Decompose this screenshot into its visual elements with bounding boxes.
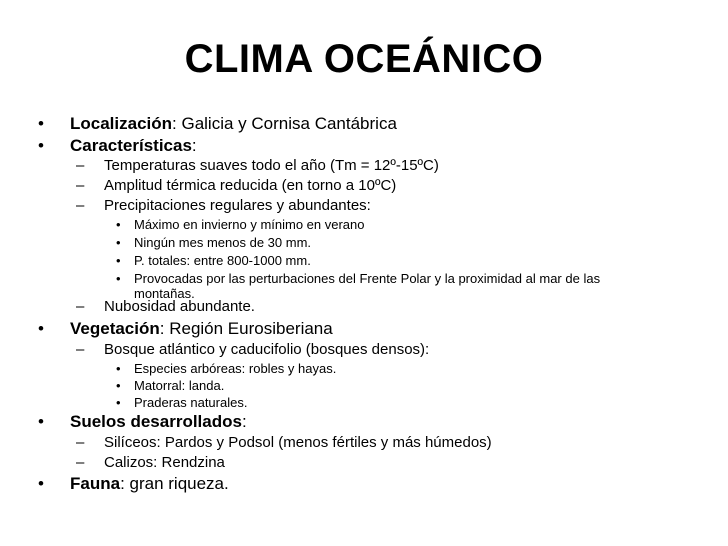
list-item-localizacion bbox=[70, 114, 397, 134]
bullet-level3: • bbox=[116, 253, 121, 268]
list-item-nubosidad: Nubosidad abundante. bbox=[104, 298, 255, 315]
list-item-temperaturas: Temperaturas suaves todo el año (Tm = 12º-15ºC) bbox=[104, 157, 439, 174]
dash-level2: – bbox=[76, 454, 85, 471]
list-item-vegetacion bbox=[70, 319, 333, 339]
item-text: : bbox=[241, 412, 247, 431]
item-text: : Región Eurosiberiana bbox=[159, 319, 333, 338]
item-label: Fauna bbox=[70, 474, 121, 493]
list-item-especies: Especies arbóreas: robles y hayas. bbox=[134, 361, 337, 376]
list-item-fauna bbox=[70, 474, 229, 494]
bullet-level3: • bbox=[116, 378, 121, 393]
bullet-level1: • bbox=[38, 319, 44, 338]
bullet-level1: • bbox=[38, 114, 44, 133]
list-item-praderas: Praderas naturales. bbox=[134, 395, 248, 410]
list-item-calizos: Calizos: Rendzina bbox=[104, 454, 225, 471]
list-item-maximo: Máximo en invierno y mínimo en verano bbox=[134, 217, 365, 232]
item-label: Suelos desarrollados bbox=[70, 412, 242, 431]
list-item-p-totales: P. totales: entre 800-1000 mm. bbox=[134, 253, 311, 268]
list-item-siliceos: Silíceos: Pardos y Podsol (menos fértiles y más húmedos) bbox=[104, 434, 492, 451]
bullet-level3: • bbox=[116, 395, 121, 410]
item-label: Localización bbox=[70, 114, 173, 133]
dash-level2: – bbox=[76, 434, 85, 451]
list-item-precipitaciones: Precipitaciones regulares y abundantes: bbox=[104, 197, 371, 214]
bullet-level3: • bbox=[116, 271, 121, 286]
list-item-suelos bbox=[70, 412, 247, 432]
item-label: Vegetación bbox=[70, 319, 160, 338]
item-label: Características bbox=[70, 136, 192, 155]
bullet-level3: • bbox=[116, 235, 121, 250]
list-item-matorral: Matorral: landa. bbox=[134, 378, 225, 393]
list-item-caracteristicas bbox=[70, 136, 197, 156]
bullet-level1: • bbox=[38, 474, 44, 493]
dash-level2: – bbox=[76, 197, 85, 214]
item-text: : gran riqueza. bbox=[120, 474, 229, 493]
list-item-amplitud: Amplitud térmica reducida (en torno a 10ºC) bbox=[104, 177, 397, 194]
dash-level2: – bbox=[76, 177, 85, 194]
slide-title: CLIMA OCEÁNICO bbox=[184, 37, 544, 81]
dash-level2: – bbox=[76, 157, 85, 174]
list-item-ningun-mes: Ningún mes menos de 30 mm. bbox=[134, 235, 312, 250]
dash-level2: – bbox=[76, 341, 85, 358]
bullet-level3: • bbox=[116, 217, 121, 232]
list-item-provocadas: Provocadas por las perturbaciones del Frente Polar y la proximidad al mar de las montañas. bbox=[134, 271, 601, 301]
dash-level2: – bbox=[76, 298, 85, 315]
list-item-bosque: Bosque atlántico y caducifolio (bosques densos): bbox=[104, 341, 430, 358]
bullet-level1: • bbox=[38, 136, 44, 155]
bullet-level1: • bbox=[38, 412, 44, 431]
item-text: : Galicia y Cornisa Cantábrica bbox=[172, 114, 397, 133]
item-text: : bbox=[191, 136, 197, 155]
bullet-level3: • bbox=[116, 361, 121, 376]
